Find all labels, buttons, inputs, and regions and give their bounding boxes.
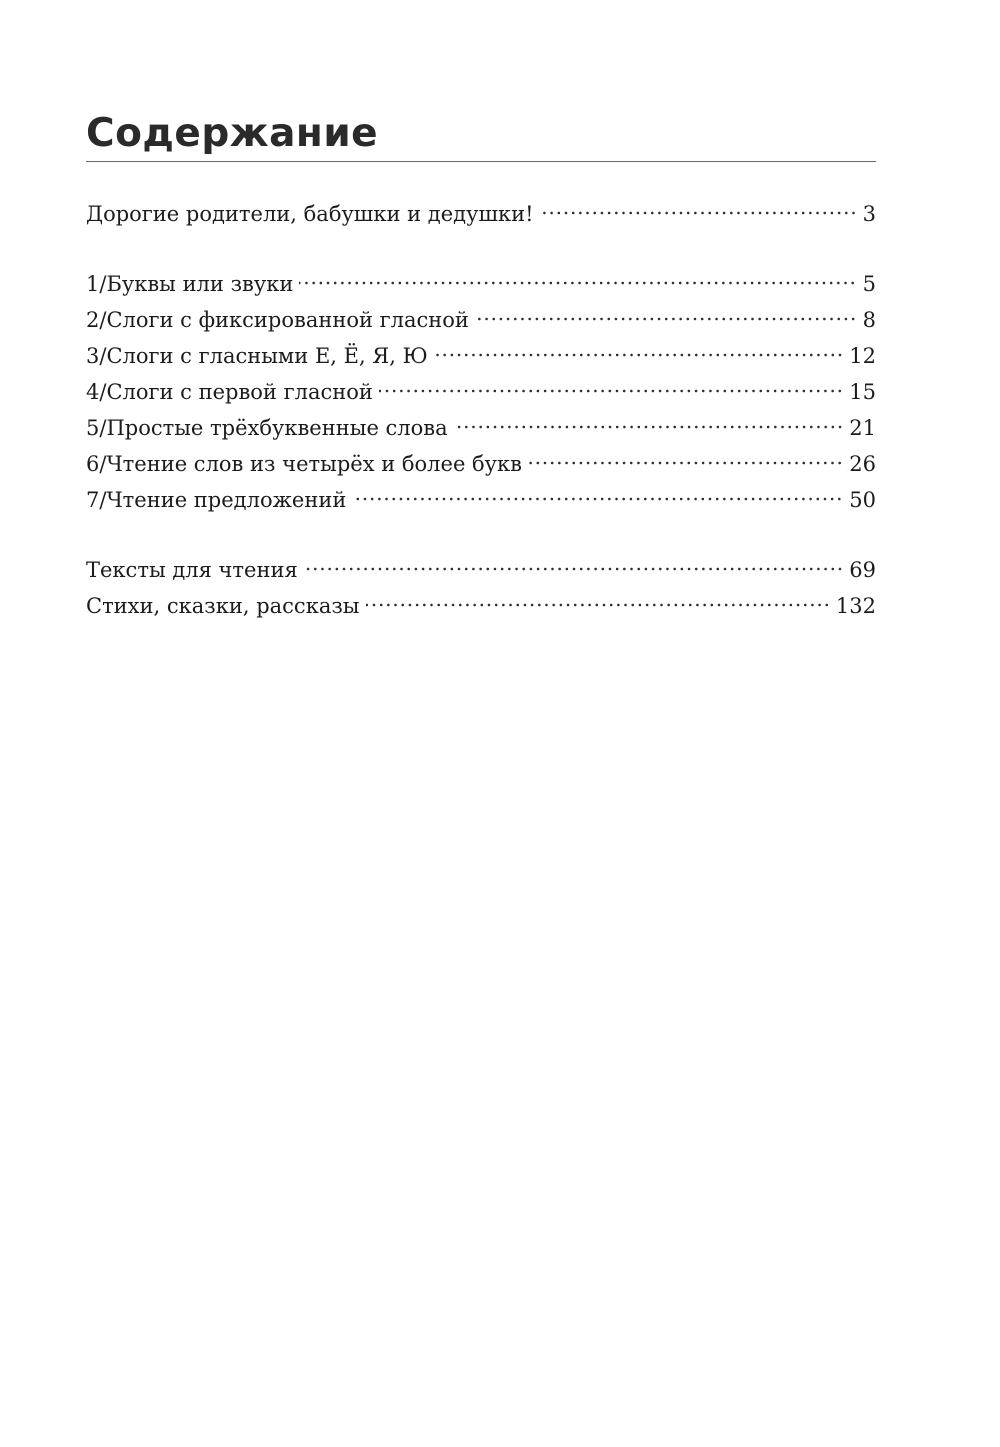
toc-entry-chapter-7[interactable]	[86, 482, 876, 518]
toc-entry-label: Буквы или звуки	[106, 272, 294, 296]
toc-entry-label: Слоги с первой гласной	[106, 380, 373, 404]
toc-intro-section	[86, 196, 876, 232]
chapter-number: 4/	[86, 380, 107, 404]
toc-extras-section	[86, 552, 876, 624]
toc-entry-label: Слоги с фиксированной гласной	[106, 308, 469, 332]
toc-entry-intro[interactable]	[86, 196, 876, 232]
toc-page-number: 26	[849, 452, 876, 476]
toc-page-number: 50	[849, 488, 876, 512]
toc-page-number: 132	[835, 594, 876, 618]
dot-leader	[454, 425, 844, 429]
toc-entry-chapter-5[interactable]	[86, 410, 876, 446]
title-divider	[86, 161, 876, 162]
toc-page-number: 21	[849, 416, 876, 440]
dot-leader	[434, 353, 844, 357]
toc-entry-reading-texts[interactable]	[86, 552, 876, 588]
dot-leader	[528, 461, 843, 465]
page-title: Содержание	[86, 111, 379, 156]
chapter-number: 5/	[86, 416, 107, 440]
toc-page-number: 12	[849, 344, 876, 368]
dot-leader	[299, 281, 856, 285]
toc-page-number: 3	[862, 202, 876, 226]
chapter-number: 7/	[86, 488, 107, 512]
dot-leader	[352, 497, 843, 501]
toc-entry-label: Тексты для чтения	[86, 558, 298, 582]
chapter-number: 6/	[86, 452, 107, 476]
toc-entry-label: Слоги с гласными Е, Ё, Я, Ю	[106, 344, 428, 368]
toc-entry-chapter-6[interactable]	[86, 446, 876, 482]
toc-entry-label: Стихи, сказки, рассказы	[86, 594, 360, 618]
dot-leader	[379, 389, 843, 393]
toc-chapters-section	[86, 266, 876, 518]
toc-page-number: 5	[862, 272, 876, 296]
dot-leader	[366, 603, 830, 607]
toc-page-number: 15	[849, 380, 876, 404]
toc-entry-label: Простые трёхбуквенные слова	[106, 416, 448, 440]
chapter-number: 2/	[86, 308, 107, 332]
dot-leader	[540, 211, 857, 215]
toc-entry-label: Чтение предложений	[106, 488, 347, 512]
toc-page-number: 8	[862, 308, 876, 332]
toc-entry-chapter-3[interactable]	[86, 338, 876, 374]
chapter-number: 1/	[86, 272, 107, 296]
toc-entry-chapter-2[interactable]	[86, 302, 876, 338]
dot-leader	[475, 317, 857, 321]
toc-page-number: 69	[849, 558, 876, 582]
toc-entry-label: Дорогие родители, бабушки и дедушки!	[86, 202, 534, 226]
toc-entry-chapter-4[interactable]	[86, 374, 876, 410]
dot-leader	[304, 567, 844, 571]
chapter-number: 3/	[86, 344, 107, 368]
toc-entry-chapter-1[interactable]	[86, 266, 876, 302]
toc-entry-poems-stories[interactable]	[86, 588, 876, 624]
toc-entry-label: Чтение слов из четырёх и более букв	[106, 452, 522, 476]
